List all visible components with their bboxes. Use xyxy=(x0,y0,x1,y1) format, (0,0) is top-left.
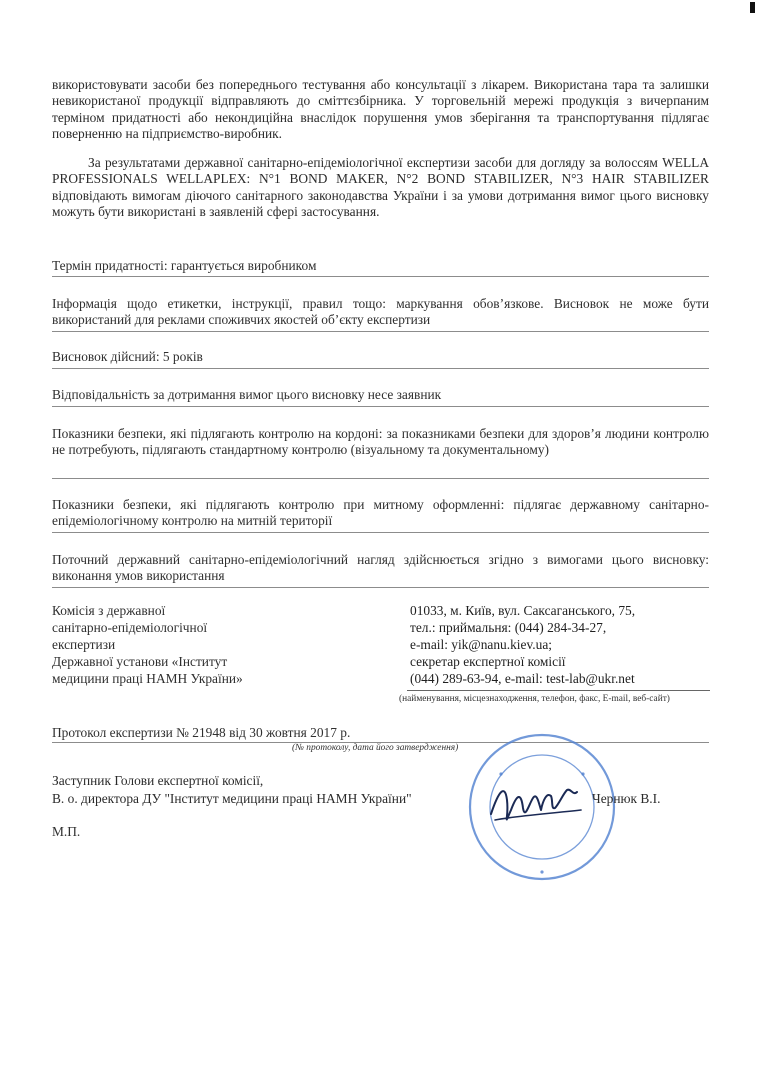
field-responsibility: Відповідальність за дотримання вимог цього висновку несе заявник xyxy=(52,387,442,402)
field-divider xyxy=(52,331,709,332)
field-customs-control: Показники безпеки, які підлягають контролю при митному оформленні: підлягає державному санітарно-епідеміологічному контролю на митній території xyxy=(52,497,709,529)
field-supervision: Поточний державний санітарно-епідеміологічний нагляд здійснюється згідно з вимогами цього висновку: виконання умов використання xyxy=(52,552,709,584)
address-caption: (найменування, місцезнаходження, телефон, факс, E-mail, веб-сайт) xyxy=(399,694,670,704)
field-divider xyxy=(52,368,709,369)
signer-title-line: В. о. директора ДУ "Інститут медицини праці НАМН України" xyxy=(52,791,412,806)
handwritten-signature-icon xyxy=(485,770,585,835)
signer-title xyxy=(52,772,412,808)
commission-address xyxy=(410,602,710,687)
seal-place-label: М.П. xyxy=(52,824,81,839)
field-divider xyxy=(52,478,709,479)
commission-name xyxy=(52,602,352,687)
field-divider xyxy=(52,276,709,277)
signer-name: Чернюк В.І. xyxy=(592,791,661,806)
protocol-reference: Протокол експертизи № 21948 від 30 жовтня 2017 р. xyxy=(52,725,351,740)
address-line: (044) 289-63-94, e-mail: test-lab@ukr.net xyxy=(410,671,635,686)
address-line: тел.: приймальня: (044) 284-34-27, xyxy=(410,620,607,635)
body-paragraph-conclusion: За результатами державної санітарно-епідеміологічної експертизи засоби для догляду за волоссям WELLA PROFESSIONALS WELLAPLEX: N°1 BOND MAKER, N°2 BOND STABILIZER, N°3 HAIR STABILIZER відповідають вимогам діючого санітарного законодавства України і за умови дотримання вимог цього висновку можуть бути використані в заявленій сфері застосування. xyxy=(52,155,709,219)
field-border-control: Показники безпеки, які підлягають контролю на кордоні: за показниками безпеки для здоров’я людини контролю не потребують, підлягають стандартному контролю (візуальному та документальному) xyxy=(52,426,709,458)
field-divider xyxy=(52,587,709,588)
field-shelf-life: Термін придатності: гарантується виробником xyxy=(52,258,317,273)
field-divider xyxy=(52,532,709,533)
address-line: секретар експертної комісії xyxy=(410,654,566,669)
body-paragraph-usage: використовувати засоби без попереднього тестування або консультації з лікарем. Використана тара та залишки невикористаної продукції відправляють до сміттєзбірника. У торговельній мережі продукція з вичерпаним терміном придатності або некондиційна внаслідок порушення умов зберігання та транспортування підлягає поверненню на підприємство-виробник. xyxy=(52,77,709,141)
commission-line: санітарно-епідеміологічної xyxy=(52,620,208,635)
scan-corner-mark xyxy=(750,2,755,13)
commission-line: медицини праці НАМН України» xyxy=(52,671,243,686)
protocol-caption: (№ протоколу, дата його затвердження) xyxy=(292,743,459,753)
commission-line: експертизи xyxy=(52,637,116,652)
address-underline xyxy=(407,690,710,691)
field-label-info: Інформація щодо етикетки, інструкції, правил тощо: маркування обов’язкове. Висновок не може бути використаний для реклами споживчих якостей об’єкту експертизи xyxy=(52,296,709,328)
address-line: 01033, м. Київ, вул. Саксаганського, 75, xyxy=(410,603,636,618)
commission-line: Комісія з державної xyxy=(52,603,166,618)
signer-title-line: Заступник Голови експертної комісії, xyxy=(52,773,264,788)
commission-line: Державної установи «Інститут xyxy=(52,654,228,669)
field-divider xyxy=(52,406,709,407)
address-line: e-mail: yik@nanu.kiev.ua; xyxy=(410,637,552,652)
field-validity: Висновок дійсний: 5 років xyxy=(52,349,203,364)
